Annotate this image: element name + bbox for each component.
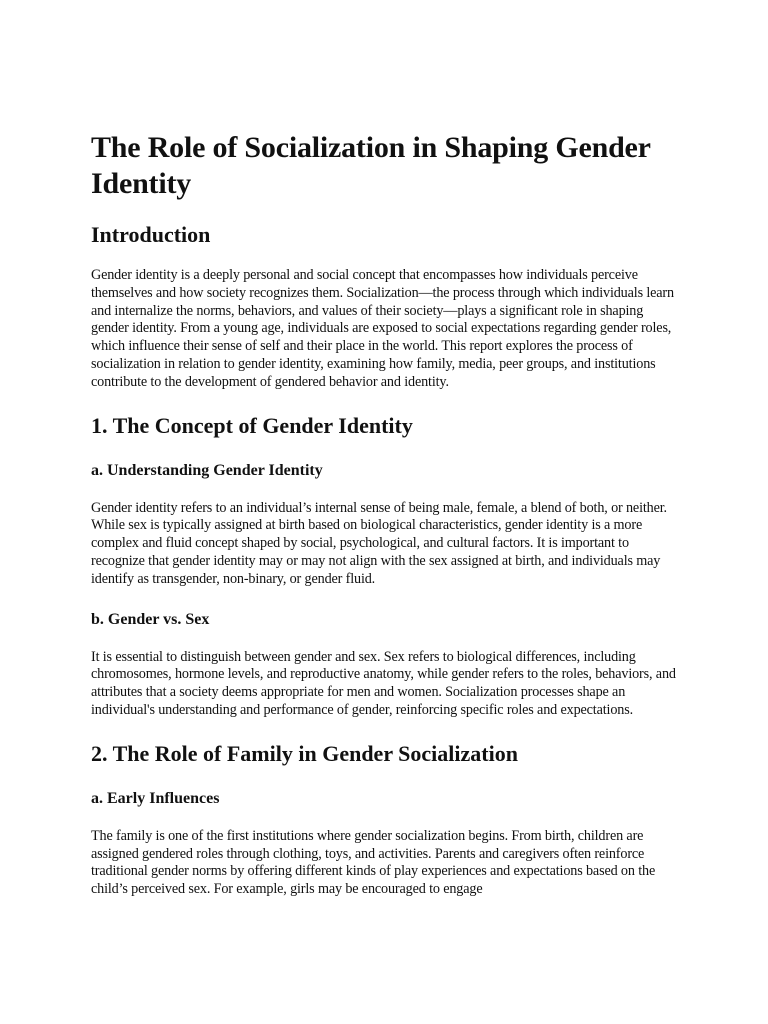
- section-1b-heading: b. Gender vs. Sex: [91, 610, 210, 628]
- section-1b-paragraph: It is essential to distinguish between gender and sex. Sex refers to biological differences, including chromosomes, hormone levels, and reproductive anatomy, while gender refers to the roles, behaviors, and attributes that a society deems appropriate for men and women. Socialization processes shape an individual's understanding and performance of gender, reinforcing specific roles and expectations.: [91, 648, 676, 718]
- section-1a-heading: a. Understanding Gender Identity: [91, 461, 323, 479]
- introduction-paragraph: Gender identity is a deeply personal and social concept that encompasses how individuals perceive themselves and how society recognizes them. Socialization—the process through which individuals learn and internalize the norms, behaviors, and values of their society—plays a significant role in shaping gender identity. From a young age, individuals are exposed to social expectations regarding gender roles, which influence their sense of self and their place in the world. This report explores the process of socialization in relation to gender identity, examining how family, media, peer groups, and institutions contribute to the development of gendered behavior and identity.: [91, 267, 674, 390]
- document-title: The Role of Socialization in Shaping Gender Identity: [91, 131, 651, 200]
- document-page: [91, 130, 681, 920]
- section-1a-paragraph: Gender identity refers to an individual’s internal sense of being male, female, a blend of both, or neither. While sex is typically assigned at birth based on biological characteristics, gender identity is a more complex and fluid concept shaped by social, psychological, and cultural factors. It is important to recognize that gender identity may or may not align with the sex assigned at birth, and individuals may identify as transgender, non-binary, or gender fluid.: [91, 499, 667, 587]
- introduction-heading: Introduction: [91, 222, 211, 247]
- section-2a-paragraph: The family is one of the first institutions where gender socialization begins. From birth, children are assigned gendered roles through clothing, toys, and activities. Parents and caregivers often reinforce traditional gender norms by offering different kinds of play experiences and expectations based on the child’s perceived sex. For example, girls may be encouraged to engage: [91, 827, 656, 898]
- section-1-heading: 1. The Concept of Gender Identity: [91, 412, 413, 438]
- section-2-heading: 2. The Role of Family in Gender Socialization: [91, 740, 518, 766]
- section-2a-heading: a. Early Influences: [91, 789, 220, 807]
